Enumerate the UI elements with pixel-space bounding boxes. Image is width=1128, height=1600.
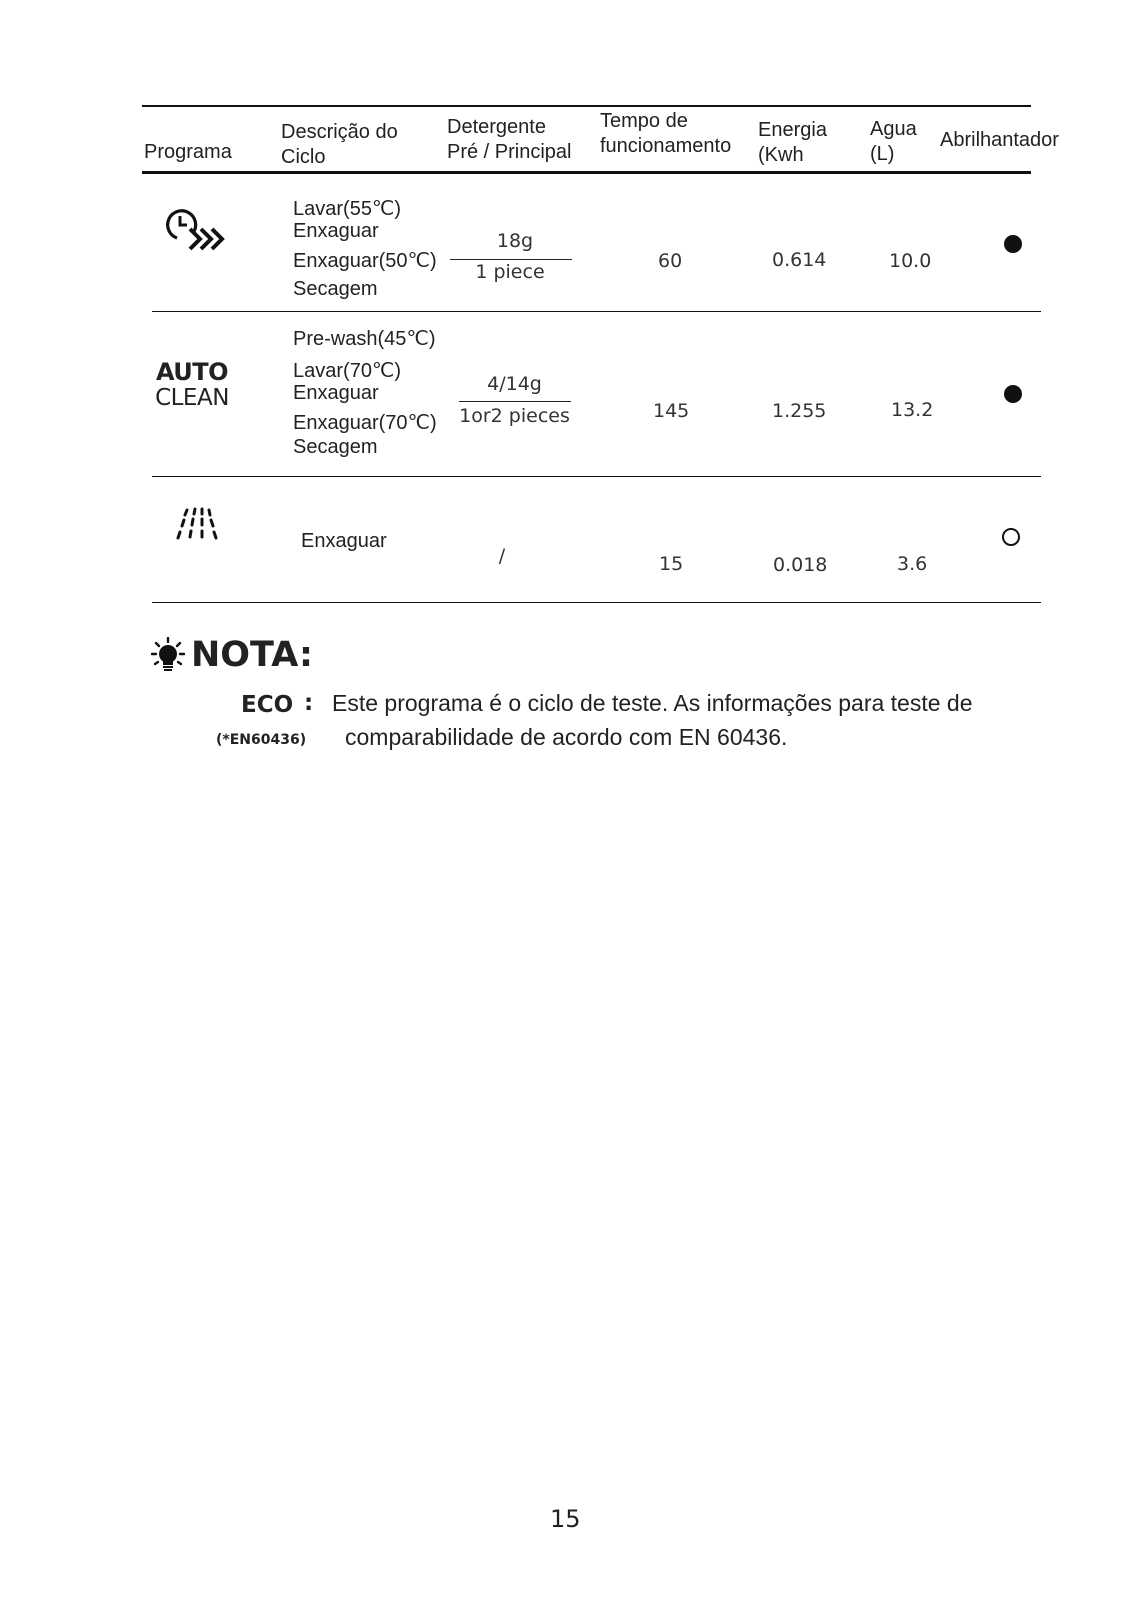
header-bottom-rule	[142, 171, 1031, 174]
water-spray-icon	[174, 506, 222, 555]
header-abrilhantador: Abrilhantador	[940, 129, 1059, 151]
eco-colon: :	[304, 690, 314, 716]
agua-value: 3.6	[897, 553, 928, 575]
cycle-step: Enxaguar	[293, 382, 379, 404]
header-programa: Programa	[144, 141, 232, 163]
energia-value: 0.018	[773, 554, 828, 576]
lightbulb-icon	[151, 637, 185, 682]
cycle-step: Enxaguar(50℃)	[293, 250, 437, 272]
eco-label: ECO	[241, 692, 294, 718]
header-agua: Agua (L)	[870, 118, 917, 165]
agua-value: 13.2	[891, 399, 934, 421]
detergent-leader-line	[459, 401, 571, 402]
tempo-value: 60	[658, 250, 683, 272]
energia-value: 0.614	[772, 249, 827, 271]
cycle-step: Enxaguar	[301, 530, 387, 552]
empty-circle-icon	[1002, 528, 1020, 546]
cycle-steps	[293, 196, 437, 302]
cycle-step: Secagem	[293, 436, 378, 458]
note-text-line: Este programa é o ciclo de teste. As informações para teste de	[332, 690, 973, 716]
cycle-step: Lavar(70℃)	[293, 360, 402, 382]
clock-fast-forward-icon	[163, 207, 233, 274]
header-descricao: Descrição do Ciclo	[281, 121, 398, 168]
note-title: NOTA:	[191, 635, 313, 675]
auto-clean-label	[153, 359, 231, 411]
header-detergente: Detergente Pré / Principal	[447, 116, 572, 163]
row-divider	[152, 311, 1041, 312]
header-energia: Energia (Kwh	[758, 119, 827, 166]
note-text-line: comparabilidade de acordo com EN 60436.	[345, 724, 788, 750]
detergent-leader-line	[450, 259, 572, 260]
tempo-value: 15	[659, 553, 684, 575]
auto-label: AUTO	[155, 358, 229, 386]
row-divider	[152, 476, 1041, 477]
agua-value: 10.0	[889, 250, 932, 272]
clean-label: CLEAN	[155, 385, 229, 411]
tempo-value: 145	[653, 400, 690, 422]
eco-standard-label: (*EN60436)	[216, 732, 307, 748]
table-top-rule	[142, 105, 1031, 107]
cycle-step: Enxaguar	[293, 220, 379, 242]
detergent-pieces: 1 piece	[475, 261, 545, 283]
energia-value: 1.255	[772, 400, 827, 422]
header-tempo: Tempo de funcionamento	[600, 110, 732, 157]
detergent-amount: 18g	[496, 230, 534, 252]
detergent-amount: 4/14g	[487, 373, 542, 395]
cycle-step: Enxaguar(70℃)	[293, 412, 437, 434]
cycle-step: Pre-wash(45℃)	[293, 328, 436, 350]
cycle-steps	[293, 326, 437, 460]
cycle-step: Secagem	[293, 278, 378, 300]
detergent-amount: /	[498, 545, 506, 567]
cycle-step: Lavar(55℃)	[293, 198, 402, 220]
filled-dot-icon	[1004, 235, 1022, 253]
table-bottom-rule	[152, 602, 1041, 603]
page-number: 15	[550, 1505, 581, 1533]
detergent-pieces: 1or2 pieces	[459, 405, 570, 427]
filled-dot-icon	[1004, 385, 1022, 403]
